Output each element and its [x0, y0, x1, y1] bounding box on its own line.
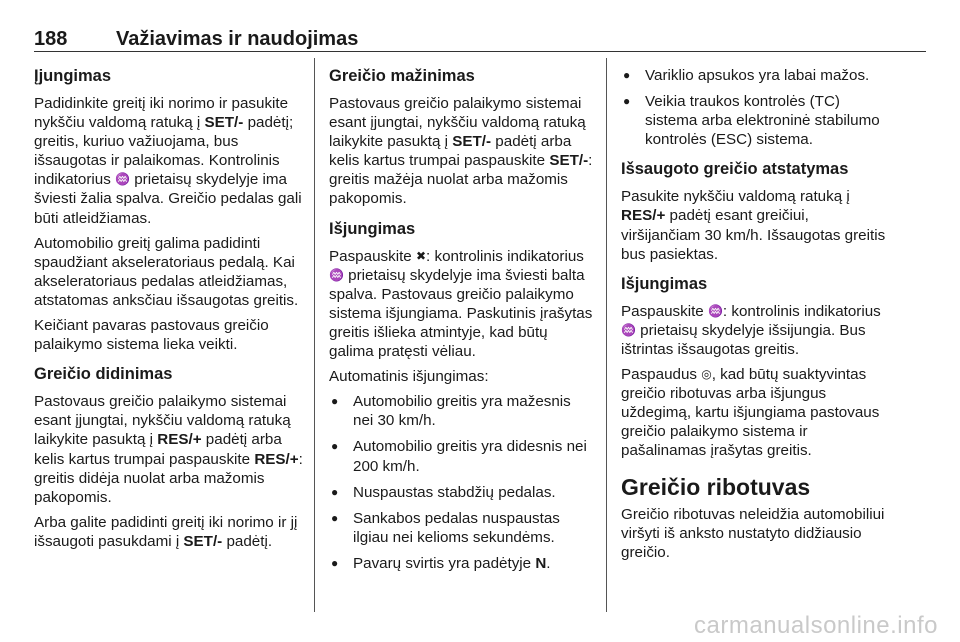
- header-divider: [34, 51, 926, 52]
- list-item: ● Veikia traukos kontrolės (TC) sistema arba elektroninė stabilumo kontrolės (ESC) sistema.: [621, 92, 889, 149]
- column-1: [34, 66, 304, 557]
- paragraph: Paspaudus ◎, kad būtų suaktyvintas greičio ribotuvas arba išjungus uždegimą, kartu išjungiama pastovaus greičio palaikymo sistema ir pašalinamas įrašytas greitis.: [621, 366, 880, 460]
- watermark: carmanualsonline.info: [694, 612, 938, 639]
- paragraph: Padidinkite greitį iki norimo ir pasukite nykščiu valdomą ratuką į SET/- padėtį; greitis, kuriuo važiuojama, bus išsaugotas ir palaikomas. Kontrolinis indikatorius ♒ prietaisų skydelyje ima šviesti žalia spalva. Greičio pedalas gali būti atleidžiamas.: [34, 95, 302, 227]
- column-3: [621, 66, 889, 568]
- heading-didinimas: Greičio didinimas: [34, 365, 173, 384]
- paragraph: Greičio ribotuvas neleidžia automobiliui viršyti iš anksto nustatyto didžiausio greičio.: [621, 505, 885, 561]
- cruise-control-icon: ♒: [329, 267, 344, 282]
- paragraph: Pasukite nykščiu valdomą ratuką į RES/+ padėtį esant greičiui, viršijančiam 30 km/h. Išsaugotas greitis bus pasiektas.: [621, 188, 886, 263]
- cruise-control-icon: ♒: [115, 172, 130, 187]
- cruise-cancel-icon: ✖: [415, 248, 427, 263]
- paragraph: Pastovaus greičio palaikymo sistemai esant įjungtai, nykščiu valdomą ratuką laikykite pasuktą į RES/+ padėtį arba kelis kartus trumpai paspauskite RES/+: greitis didėja nuolat arba mažomis pakopomis.: [34, 393, 303, 506]
- cruise-control-icon: ♒: [707, 303, 723, 318]
- list-item: ● Automobilio greitis yra mažesnis nei 30 km/h.: [329, 392, 595, 430]
- speed-limiter-icon: ◎: [701, 367, 712, 382]
- list-item: ● Nuspaustas stabdžių pedalas.: [329, 483, 595, 502]
- list-item: ● Sankabos pedalas nuspaustas ilgiau nei kelioms sekundėms.: [329, 509, 595, 547]
- column-2: [329, 66, 595, 580]
- heading-atstatymas: Išsaugoto greičio atstatymas: [621, 160, 849, 179]
- list-item: ● Automobilio greitis yra didesnis nei 200 km/h.: [329, 437, 595, 475]
- page-header: [34, 28, 926, 52]
- column-divider-1: [314, 58, 315, 612]
- heading-isjungimas: Išjungimas: [621, 274, 708, 293]
- bullet-list: [621, 66, 889, 149]
- bullet-list: [329, 392, 595, 573]
- page-title: Važiavimas ir naudojimas: [116, 28, 359, 50]
- paragraph: Automatinis išjungimas:: [329, 368, 489, 386]
- paragraph: Paspauskite ✖: kontrolinis indikatorius ♒ prietaisų skydelyje ima šviesti balta spalva. Pastovaus greičio palaikymo sistema išjungiama. Paskutinis įrašytas greitis išlieka atmintyje, kad būtų galima pratęsti vėliau.: [329, 247, 593, 361]
- page-number: 188: [34, 28, 68, 50]
- heading-isjungimas: Išjungimas: [329, 219, 416, 238]
- list-item: ● Pavarų svirtis yra padėtyje N.: [329, 554, 595, 573]
- cruise-control-icon: ♒: [621, 322, 636, 337]
- column-divider-2: [606, 58, 607, 612]
- paragraph: Pastovaus greičio palaikymo sistemai esant įjungtai, nykščiu valdomą ratuką laikykite pasuktą į SET/- padėtį arba kelis kartus trumpai paspauskite SET/-: greitis mažėja nuolat arba mažomis pakopomis.: [329, 95, 593, 208]
- paragraph: Automobilio greitį galima padidinti spaudžiant akseleratoriaus pedalą. Kai akseleratoriaus pedalas atleidžiamas, atstatomas anksčiau išsaugotas greitis.: [34, 234, 299, 309]
- heading-ribotuvas: Greičio ribotuvas: [621, 473, 811, 500]
- heading-mazinimas: Greičio mažinimas: [329, 67, 475, 85]
- paragraph: Keičiant pavaras pastovaus greičio palaikymo sistema lieka veikti.: [34, 317, 269, 354]
- heading-ijungimas: Įjungimas: [34, 67, 112, 85]
- paragraph: Arba galite padidinti greitį iki norimo ir jį išsaugoti pasukdami į SET/- padėtį.: [34, 513, 298, 550]
- list-item: ● Variklio apsukos yra labai mažos.: [621, 66, 889, 85]
- paragraph: Paspauskite ♒: kontrolinis indikatorius ♒ prietaisų skydelyje išsijungia. Bus ištrintas išsaugotas greitis.: [621, 302, 881, 358]
